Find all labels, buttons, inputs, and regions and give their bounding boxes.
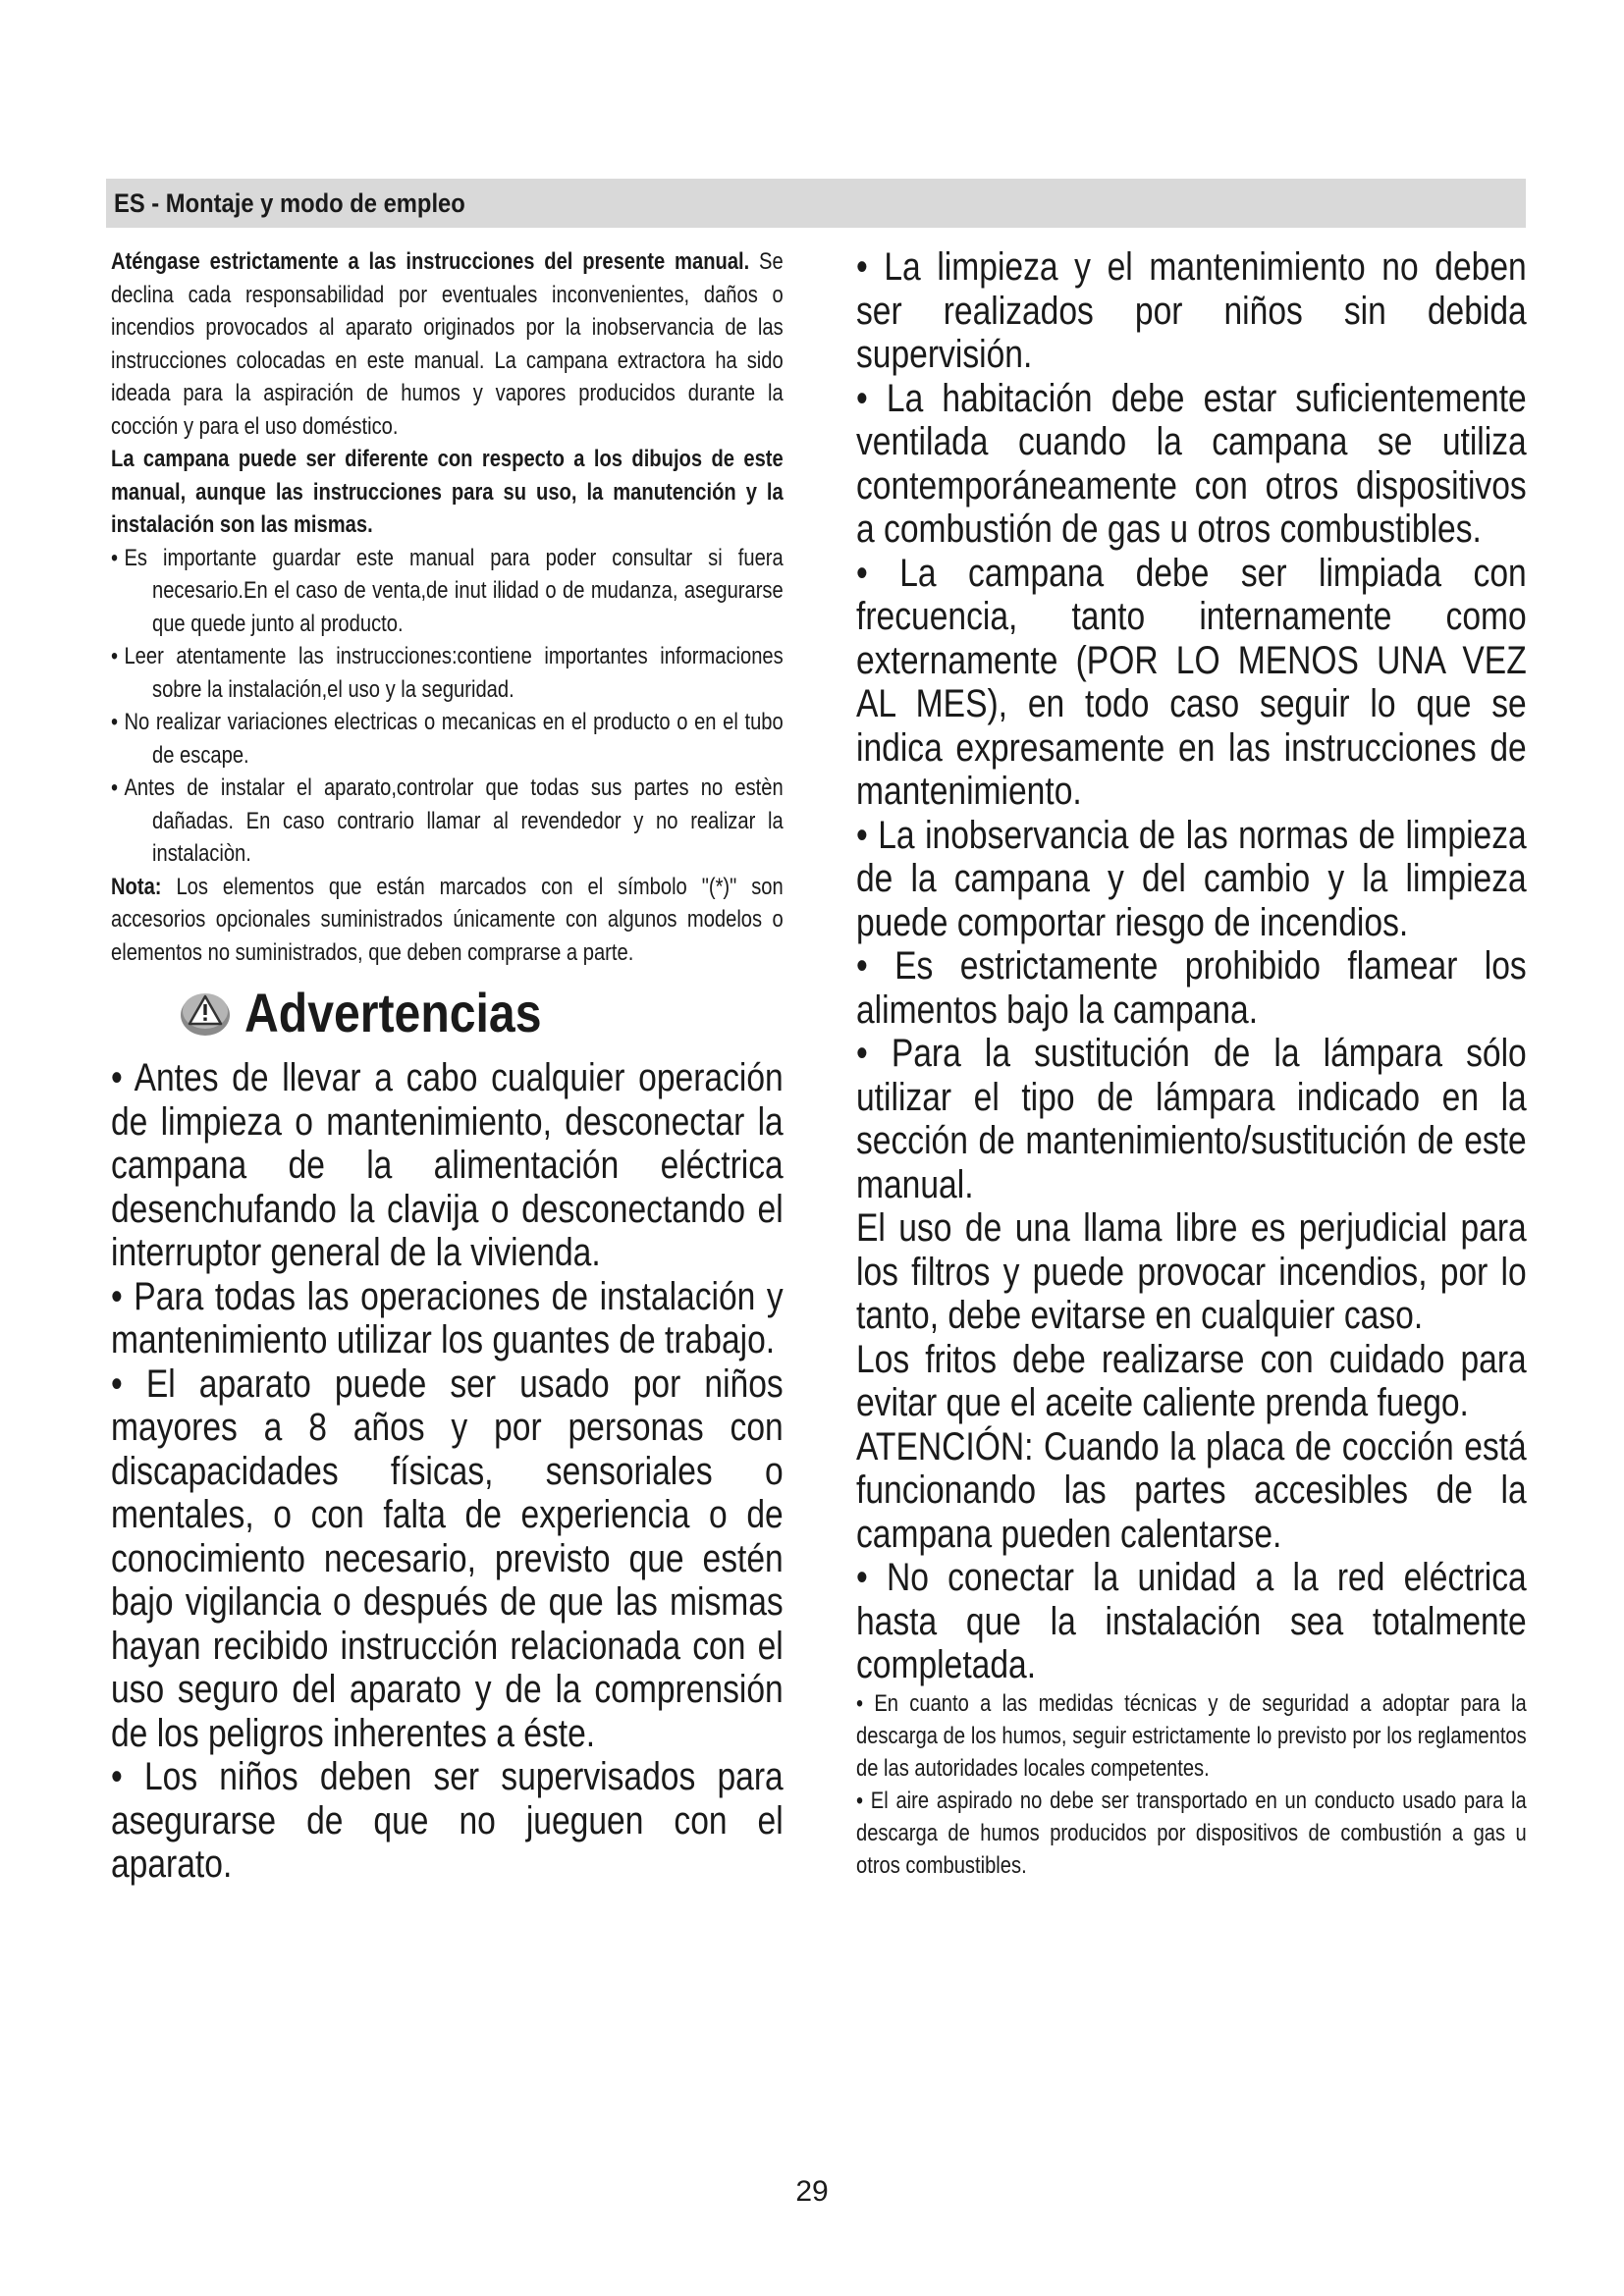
nota-text: Los elementos que están marcados con el símbolo "(*)" son accesorios opcionales suministrados únicamente con algunos modelos o elementos no suministrados, que deben comprarse a parte. — [111, 873, 784, 966]
warning-item: ATENCIÓN: Cuando la placa de cocción está funcionando las partes accesibles de la campana pueden calentarse. — [856, 1424, 1527, 1556]
warning-icon — [180, 989, 231, 1037]
intro-bullet: • Es importante guardar este manual para poder consultar si fuera necesario.En el caso de venta,de inut ilidad o de mudanza, asegurarse que quede junto al producto. — [111, 544, 784, 637]
warning-item: • Antes de llevar a cabo cualquier operación de limpieza o mantenimiento, desconectar la campana de la alimentación eléctrica desenchufando la clavija o desconectando el interruptor general de la vivienda. — [111, 1056, 784, 1274]
intro-bold-text: Aténgase estrictamente a las instrucciones del presente manual. — [111, 248, 750, 275]
warning-item: • Para todas las operaciones de instalación y mantenimiento utilizar los guantes de trabajo. — [111, 1274, 784, 1362]
warning-item: • Para la sustitución de la lámpara sólo utilizar el tipo de lámpara indicado en la sección de mantenimiento/sustitución de este manual. — [856, 1032, 1527, 1206]
warning-item: • La limpieza y el mantenimiento no deben ser realizados por niños sin debida supervisión. — [856, 245, 1527, 376]
warning-item: Los fritos debe realizarse con cuidado para evitar que el aceite caliente prenda fuego. — [856, 1337, 1527, 1424]
intro-bullet: • Antes de instalar el aparato,controlar que todas sus partes no estèn dañadas. En caso contrario llamar al revendedor y no realizar la instalaciòn. — [111, 774, 784, 867]
small-warning-item: • El aire aspirado no debe ser transportado en un conducto usado para la descarga de humos producidos por dispositivos de combustión a gas u otros combustibles. — [856, 1787, 1527, 1879]
intro-paragraph — [111, 245, 784, 443]
warning-item: • Es estrictamente prohibido flamear los alimentos bajo la campana. — [856, 944, 1527, 1032]
warning-item: • La inobservancia de las normas de limpieza de la campana y del cambio y la limpieza puede comportar riesgo de incendios. — [856, 813, 1527, 944]
left-column — [111, 245, 784, 1887]
small-warning-item: • En cuanto a las medidas técnicas y de seguridad a adoptar para la descarga de los humos, seguir estrictamente lo previsto por los reglamentos de las autoridades locales competentes. — [856, 1689, 1527, 1782]
section-header — [106, 179, 1526, 228]
warning-item: • La campana debe ser limpiada con frecuencia, tanto internamente como externamente (POR LO MENOS UNA VEZ AL MES), en todo caso seguir lo que se indica expresamente en las instrucciones de mantenimiento. — [856, 551, 1527, 813]
warning-item: El uso de una llama libre es perjudicial para los filtros y puede provocar incendios, por lo tanto, debe evitarse en cualquier caso. — [856, 1206, 1527, 1337]
nota-paragraph — [111, 871, 784, 970]
intro-block — [111, 245, 784, 969]
intro-text: Se declina cada responsabilidad por eventuales inconvenientes, daños o incendios provocados al aparato originados por la inobservancia de las instrucciones colocadas en este manual. La campana extractora ha sido ideada para la aspiración de humos y vapores producidos durante la cocción y para el uso doméstico. — [111, 248, 784, 440]
warnings-right — [856, 245, 1527, 1687]
warning-item: • Los niños deben ser supervisados para asegurarse de que no jueguen con el aparato. — [111, 1755, 784, 1886]
intro-bullet: • No realizar variaciones electricas o mecanicas en el producto o en el tubo de escape. — [111, 709, 784, 769]
warning-item: • El aparato puede ser usado por niños mayores a 8 años y por personas con discapacidades físicas, sensoriales o mentales, o con falta de experiencia o de conocimiento necesario, previsto que estén bajo vigilancia o después de que las mismas hayan recibido instrucción relacionada con el uso seguro del aparato y de la comprensión de los peligros inherentes a éste. — [111, 1362, 784, 1755]
page-number: 29 — [795, 2175, 829, 2208]
nota-label: Nota: — [111, 873, 162, 900]
warnings-left — [111, 1056, 784, 1887]
warning-item: • La habitación debe estar suficientemente ventilada cuando la campana se utiliza contemporáneamente con otros dispositivos a combustión de gas u otros combustibles. — [856, 376, 1527, 551]
warnings-right-small — [856, 1687, 1527, 1882]
intro-notice: La campana puede ser diferente con respecto a los dibujos de este manual, aunque las instrucciones para su uso, la manutención y la instalación son las mismas. — [111, 446, 784, 538]
advertencias-title: Advertencias — [244, 982, 542, 1043]
right-column — [856, 245, 1527, 1882]
advertencias-heading — [180, 981, 784, 1044]
warning-item: • No conectar la unidad a la red eléctrica hasta que la instalación sea totalmente completada. — [856, 1556, 1527, 1686]
intro-bullet: • Leer atentamente las instrucciones:contiene importantes informaciones sobre la instalación,el uso y la seguridad. — [111, 643, 784, 703]
section-title: ES - Montaje y modo de empleo — [114, 188, 465, 218]
